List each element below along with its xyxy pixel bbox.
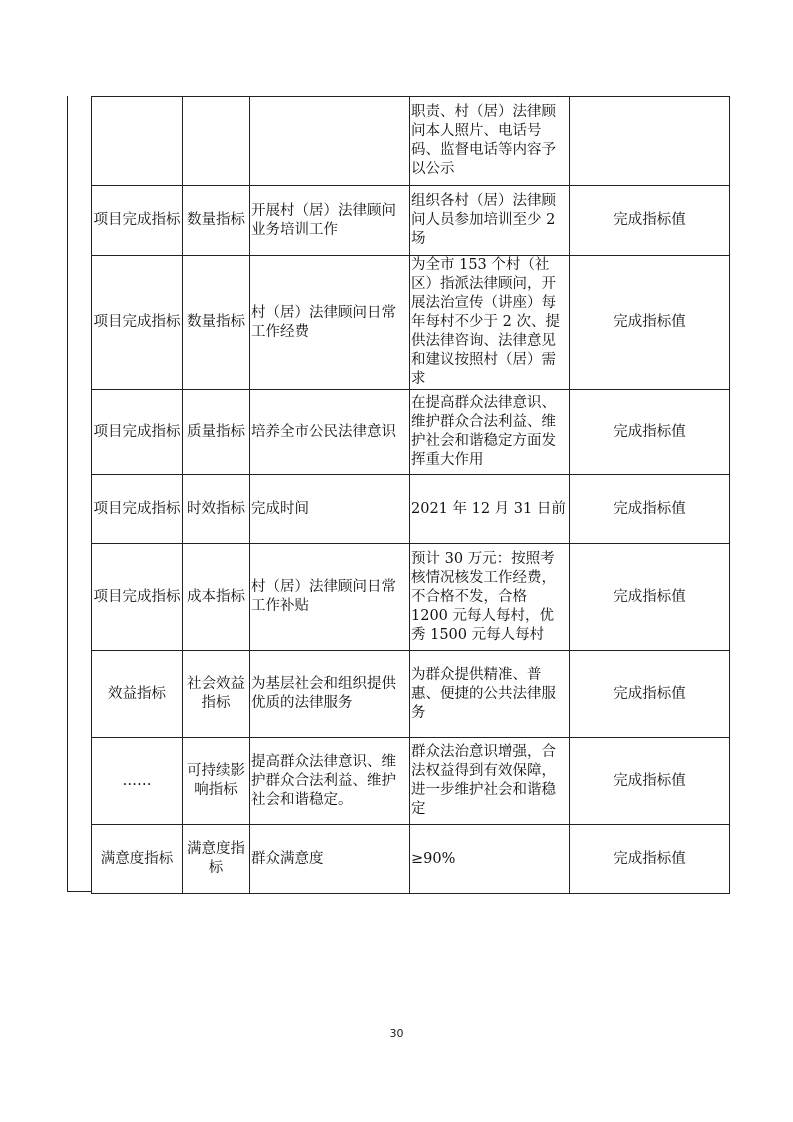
first-level-indicator-cell [92, 97, 183, 186]
indicator-target-cell: ≥90% [410, 825, 570, 894]
second-level-indicator-cell: 社会效益指标 [183, 651, 250, 738]
table-row [92, 651, 730, 738]
indicator-target-cell: 组织各村（居）法律顾问人员参加培训至少 2 场 [410, 186, 570, 256]
second-level-indicator-cell: 成本指标 [183, 544, 250, 651]
indicator-value-cell: 完成指标值 [570, 256, 730, 390]
second-level-indicator-cell: 满意度指标 [183, 825, 250, 894]
table-row [92, 256, 730, 390]
indicator-name-cell: 提高群众法律意识、维护群众合法利益、维护社会和谐稳定。 [250, 738, 410, 825]
second-level-indicator-cell: 数量指标 [183, 186, 250, 256]
first-level-indicator-cell: 项目完成指标 [92, 256, 183, 390]
first-level-indicator-cell: …… [92, 738, 183, 825]
first-level-indicator-cell: 项目完成指标 [92, 390, 183, 475]
outer-table-left-border [67, 96, 68, 892]
table-row [92, 825, 730, 894]
table-row [92, 475, 730, 544]
table-row [92, 390, 730, 475]
second-level-indicator-cell: 时效指标 [183, 475, 250, 544]
indicator-name-cell [250, 97, 410, 186]
indicator-value-cell: 完成指标值 [570, 186, 730, 256]
first-level-indicator-cell: 效益指标 [92, 651, 183, 738]
first-level-indicator-cell: 项目完成指标 [92, 544, 183, 651]
indicator-name-cell: 完成时间 [250, 475, 410, 544]
indicator-value-cell: 完成指标值 [570, 651, 730, 738]
table-row [92, 544, 730, 651]
indicator-name-cell: 村（居）法律顾问日常工作补贴 [250, 544, 410, 651]
indicator-target-cell: 为群众提供精准、普惠、便捷的公共法律服务 [410, 651, 570, 738]
performance-indicator-table [91, 96, 730, 894]
outer-table-bottom-border [67, 891, 91, 892]
indicator-value-cell: 完成指标值 [570, 738, 730, 825]
indicator-value-cell: 完成指标值 [570, 544, 730, 651]
indicator-name-cell: 开展村（居）法律顾问业务培训工作 [250, 186, 410, 256]
indicator-target-cell: 职责、村（居）法律顾问本人照片、电话号码、监督电话等内容予以公示 [410, 97, 570, 186]
indicator-name-cell: 培养全市公民法律意识 [250, 390, 410, 475]
indicator-value-cell [570, 97, 730, 186]
table-row [92, 186, 730, 256]
indicator-target-cell: 群众法治意识增强，合法权益得到有效保障，进一步维护社会和谐稳定 [410, 738, 570, 825]
indicator-target-cell: 预计 30 万元：按照考核情况核发工作经费，不合格不发，合格 1200 元每人每村，优秀 1500 元每人每村 [410, 544, 570, 651]
indicator-name-cell: 为基层社会和组织提供优质的法律服务 [250, 651, 410, 738]
second-level-indicator-cell: 质量指标 [183, 390, 250, 475]
first-level-indicator-cell: 项目完成指标 [92, 186, 183, 256]
indicator-value-cell: 完成指标值 [570, 475, 730, 544]
indicator-name-cell: 村（居）法律顾问日常工作经费 [250, 256, 410, 390]
second-level-indicator-cell: 数量指标 [183, 256, 250, 390]
second-level-indicator-cell [183, 97, 250, 186]
indicator-target-cell: 2021 年 12 月 31 日前 [410, 475, 570, 544]
indicator-name-cell: 群众满意度 [250, 825, 410, 894]
page-number: 30 [389, 1027, 404, 1040]
table-row [92, 738, 730, 825]
first-level-indicator-cell: 项目完成指标 [92, 475, 183, 544]
second-level-indicator-cell: 可持续影响指标 [183, 738, 250, 825]
indicator-target-cell: 为全市 153 个村（社区）指派法律顾问，开展法治宣传（讲座）每年每村不少于 2 次、提供法律咨询、法律意见和建议按照村（居）需求 [410, 256, 570, 390]
indicator-value-cell: 完成指标值 [570, 390, 730, 475]
table-row [92, 97, 730, 186]
indicator-target-cell: 在提高群众法律意识、维护群众合法利益、维护社会和谐稳定方面发挥重大作用 [410, 390, 570, 475]
indicator-value-cell: 完成指标值 [570, 825, 730, 894]
first-level-indicator-cell: 满意度指标 [92, 825, 183, 894]
